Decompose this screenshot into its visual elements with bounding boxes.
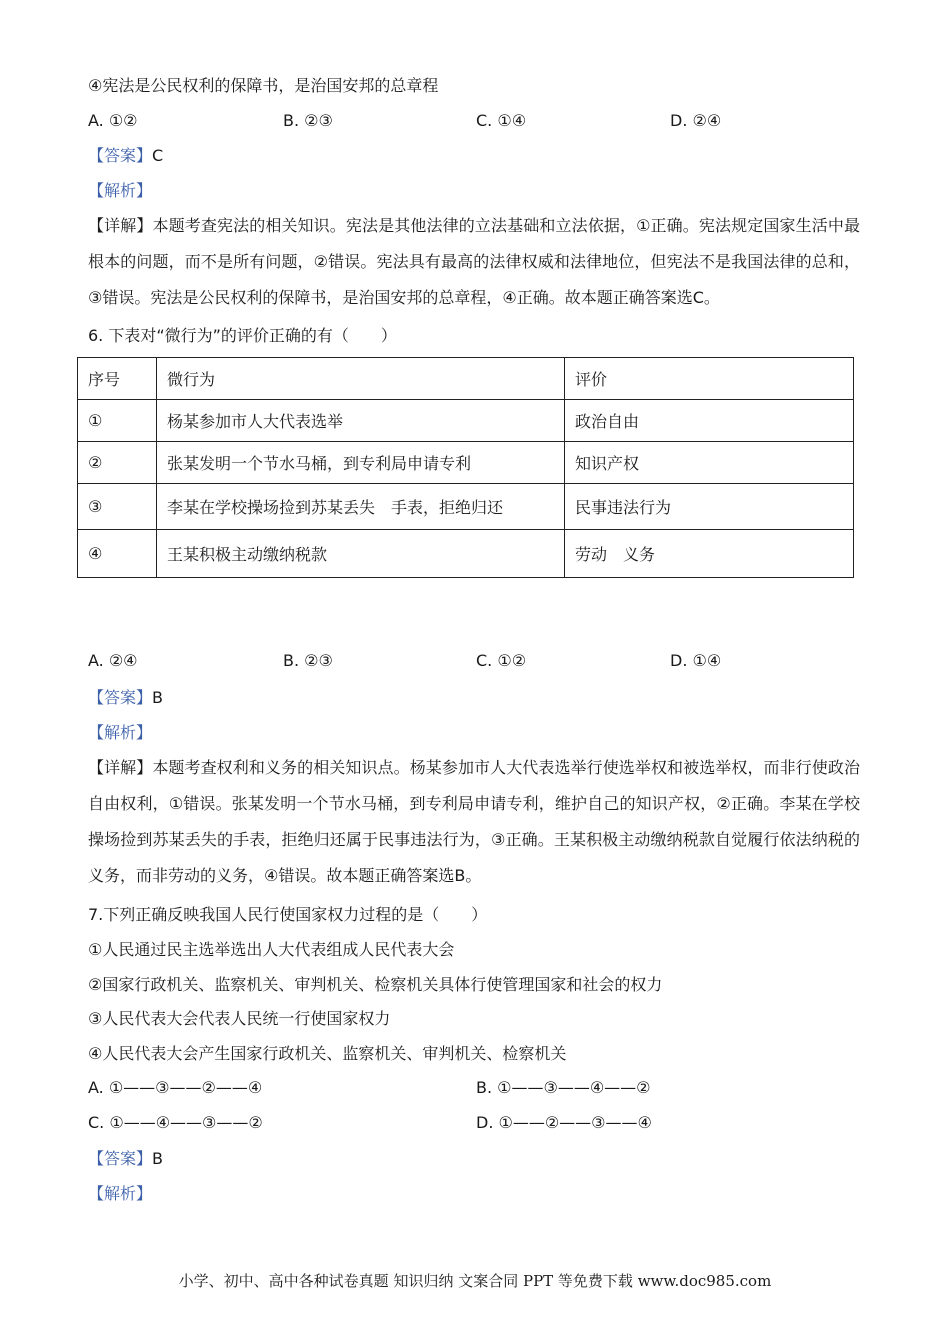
detail-text: 本题考查权利和义务的相关知识点。杨某参加市人大代表选举行使选举权和被选举权，而非行使政治自由权利，①错误。张某发明一个节水马桶，到专利局申请专利，维护自己的知识产权，②正确。李某在学校操场捡到苏某丢失的手表，拒绝归还属于民事违法行为，③正确。王某积极主动缴纳税款自觉履行依法纳税的义务，而非劳动的义务，④错误。故本题正确答案选B。	[88, 758, 860, 885]
table-row	[78, 442, 854, 484]
q5-statement-4: ④宪法是公民权利的保障书，是治国安邦的总章程	[88, 76, 439, 95]
table-cell: 政治自由	[565, 400, 854, 442]
q7-statement-4: ④人民代表大会产生国家行政机关、监察机关、审判机关、检察机关	[88, 1044, 567, 1063]
q5-answer	[88, 146, 163, 166]
answer-value: B	[152, 1149, 163, 1168]
table-cell: ④	[78, 530, 157, 578]
table-cell: 张某发明一个节水马桶，到专利局申请专利	[157, 442, 565, 484]
q7-analysis-label: 【解析】	[88, 1184, 153, 1203]
q7-statement-2: ②国家行政机关、监察机关、审判机关、检察机关具体行使管理国家和社会的权力	[88, 975, 663, 994]
q7-statement-3: ③人民代表大会代表人民统一行使国家权力	[88, 1009, 391, 1028]
table-row	[78, 530, 854, 578]
q6-option-b: B. ②③	[283, 651, 333, 670]
q6-option-d: D. ①④	[670, 651, 722, 670]
table-cell: 李某在学校操场捡到苏某丢失 手表，拒绝归还	[157, 484, 565, 530]
q7-options-row-1	[88, 1078, 868, 1098]
table-cell: 民事违法行为	[565, 484, 854, 530]
q7-option-c: C. ①——④——③——②	[88, 1113, 263, 1132]
table-cell: ③	[78, 484, 157, 530]
q7-statement-1: ①人民通过民主选举选出人大代表组成人民代表大会	[88, 940, 455, 959]
q6-detail	[88, 750, 860, 894]
q7-option-a: A. ①——③——②——④	[88, 1078, 263, 1097]
detail-label: 【详解】	[88, 216, 153, 235]
answer-label: 【答案】	[88, 1149, 153, 1168]
q7-option-d: D. ①——②——③——④	[476, 1113, 652, 1132]
table-cell: 王某积极主动缴纳税款	[157, 530, 565, 578]
q6-option-c: C. ①②	[476, 651, 527, 670]
q5-option-d: D. ②④	[670, 111, 722, 130]
answer-label: 【答案】	[88, 688, 153, 707]
q7-answer	[88, 1149, 163, 1169]
table-header-row	[78, 358, 854, 400]
q6-options	[88, 651, 868, 671]
q6-analysis-label: 【解析】	[88, 723, 153, 742]
detail-text: 本题考查宪法的相关知识。宪法是其他法律的立法基础和立法依据，①正确。宪法规定国家生活中最根本的问题，而不是所有问题，②错误。宪法具有最高的法律权威和法律地位，但宪法不是我国法律的总和，③错误。宪法是公民权利的保障书，是治国安邦的总章程，④正确。故本题正确答案选C。	[88, 216, 860, 307]
q5-detail	[88, 208, 860, 316]
q7-stem: 7.下列正确反映我国人民行使国家权力过程的是（ ）	[88, 905, 488, 924]
q7-option-b: B. ①——③——④——②	[476, 1078, 651, 1097]
q6-stem: 6. 下表对“微行为”的评价正确的有（ ）	[88, 326, 397, 345]
q6-option-a: A. ②④	[88, 651, 138, 670]
table-cell: 知识产权	[565, 442, 854, 484]
detail-label: 【详解】	[88, 758, 153, 777]
page-footer: 小学、初中、高中各种试卷真题 知识归纳 文案合同 PPT 等免费下载 www.doc985.com	[178, 1272, 772, 1290]
header-cell: 评价	[565, 358, 854, 400]
q5-option-b: B. ②③	[283, 111, 333, 130]
header-cell: 微行为	[157, 358, 565, 400]
table-cell: ①	[78, 400, 157, 442]
q7-options-row-2	[88, 1113, 868, 1133]
q5-option-a: A. ①②	[88, 111, 138, 130]
answer-label: 【答案】	[88, 146, 153, 165]
table-cell: 劳动 义务	[565, 530, 854, 578]
q6-table	[77, 357, 854, 578]
table-row	[78, 400, 854, 442]
table-cell: 杨某参加市人大代表选举	[157, 400, 565, 442]
q5-option-c: C. ①④	[476, 111, 527, 130]
q5-options	[88, 111, 868, 131]
table-row	[78, 484, 854, 530]
header-cell: 序号	[78, 358, 157, 400]
answer-value: B	[152, 688, 163, 707]
q5-analysis-label: 【解析】	[88, 181, 153, 200]
q6-answer	[88, 688, 163, 708]
answer-value: C	[152, 146, 164, 165]
table-cell: ②	[78, 442, 157, 484]
